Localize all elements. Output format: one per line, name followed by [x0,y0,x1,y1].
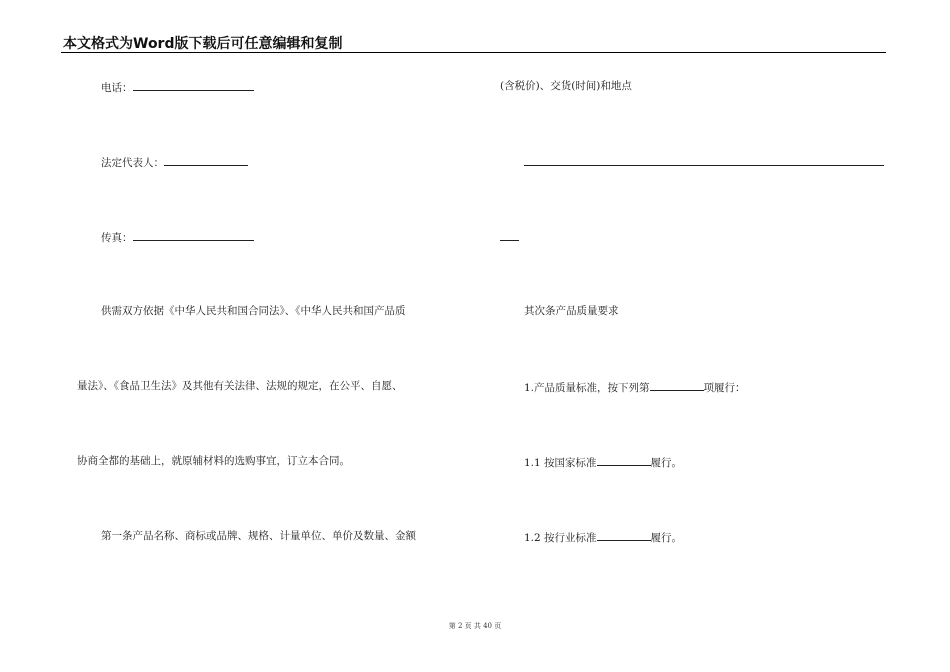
page-number-footer: 第 2 页 共 40 页 [448,622,502,630]
paragraph-1-line-3: 协商全都的基础上，就原辅材料的选购事宜，订立本合同。 [77,455,350,467]
national-standard-suffix: 履行。 [650,457,683,469]
industry-standard-blank [597,529,651,541]
right-line-1: (含税价)、交货(时间)和地点 [500,80,632,92]
fax-blank [133,229,254,241]
document-header-title: 本文格式为Word版下载后可任意编辑和复制 [63,36,343,52]
article-2-title: 其次条产品质量要求 [524,305,619,317]
quality-standard-suffix: 项履行： [703,382,746,394]
industry-standard-suffix: 履行。 [650,532,683,544]
legal-rep-field [101,154,248,170]
quality-standard-item [524,379,746,395]
phone-field [101,79,254,95]
industry-standard-item [524,529,682,545]
article-1-line-1: 第一条产品名称、商标或品牌、规格、计量单位、单价及数量、金额 [101,530,416,542]
fax-label: 传真： [101,232,133,244]
legal-rep-blank [164,154,248,166]
national-standard-prefix: 1.1 按国家标准 [524,457,597,469]
paragraph-1-line-2: 量法》、《食品卫生法》及其他有关法律、法规的规定，在公平、自愿、 [77,380,403,392]
phone-blank [133,79,254,91]
header-divider [61,52,886,53]
short-blank-rule [500,240,519,241]
quality-standard-prefix: 1.产品质量标准，按下列第 [524,382,650,394]
paragraph-1-line-1: 供需双方依据《中华人民共和国合同法》、《中华人民共和国产品质 [101,305,406,317]
national-standard-item [524,454,682,470]
quality-standard-blank [650,379,704,391]
phone-label: 电话： [101,82,133,94]
national-standard-blank [597,454,651,466]
fax-field [101,229,254,245]
industry-standard-prefix: 1.2 按行业标准 [524,532,597,544]
long-blank-rule [524,165,884,166]
legal-rep-label: 法定代表人： [101,157,164,169]
